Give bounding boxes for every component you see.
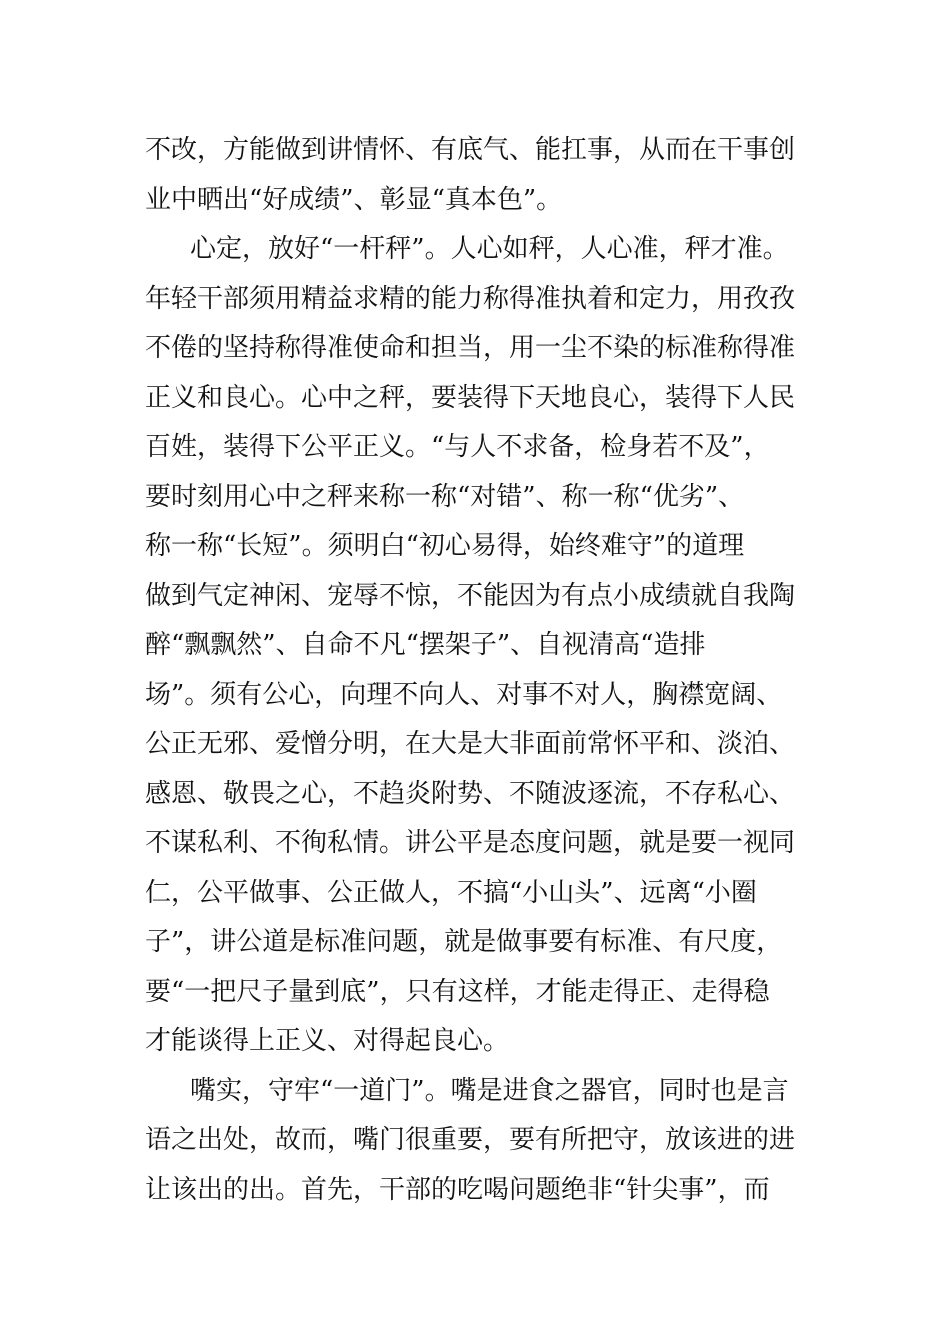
text-line: 不改，方能做到讲情怀、有底气、能扛事，从而在干事创 [145, 135, 796, 165]
text-line: 才能谈得上正义、对得起良心。 [145, 1026, 510, 1056]
text-line: 要时刻用心中之秤来称一称“对错”、称一称“优劣”、 [145, 481, 745, 512]
text-line: 醉“飘飘然”、自命不凡“摆架子”、自视清高“造排 [145, 630, 706, 660]
text-line: 做到气定神闲、宠辱不惊，不能因为有点小成绩就自我陶 [145, 580, 796, 611]
text-line: 让该出的出。首先，干部的吃喝问题绝非“针尖事”，而 [145, 1174, 770, 1205]
text-line: 业中晒出“好成绩”、彰显“真本色”。 [145, 184, 563, 215]
text-line: 子”，讲公道是标准问题，就是做事要有标准、有尺度， [145, 927, 783, 957]
text-line: 要“一把尺子量到底”，只有这样，才能走得正、走得稳 [145, 976, 770, 1007]
paragraph-heading-line: 心定，放好“一杆秤”。人心如秤，人心准，秤才准。 [190, 234, 789, 264]
text-line: 感恩、敬畏之心，不趋炎附势、不随波逐流，不存私心、 [145, 778, 796, 809]
text-line: 不倦的坚持称得准使命和担当，用一尘不染的标准称得准 [145, 333, 796, 363]
text-line: 年轻干部须用精益求精的能力称得准执着和定力，用孜孜 [145, 283, 796, 314]
text-line: 百姓，装得下公平正义。“与人不求备，检身若不及”， [145, 432, 770, 462]
text-line: 不谋私利、不徇私情。讲公平是态度问题，就是要一视同 [145, 828, 796, 858]
paragraph-heading-line: 嘴实，守牢“一道门”。嘴是进食之器官，同时也是言 [190, 1075, 789, 1106]
body-text [145, 126, 810, 1215]
text-line: 语之出处，故而，嘴门很重要，要有所把守，放该进的进 [145, 1125, 796, 1155]
text-line: 称一称“长短”。须明白“初心易得，始终难守”的道理 [145, 531, 745, 561]
text-line: 公正无邪、爱憎分明，在大是大非面前常怀平和、淡泊、 [145, 729, 796, 759]
text-line: 仁，公平做事、公正做人，不搞“小山头”、远离“小圈 [145, 877, 757, 908]
text-line: 正义和良心。心中之秤，要装得下天地良心，装得下人民 [145, 382, 796, 413]
text-line: 场”。须有公心，向理不向人、对事不对人，胸襟宽阔、 [145, 679, 783, 710]
